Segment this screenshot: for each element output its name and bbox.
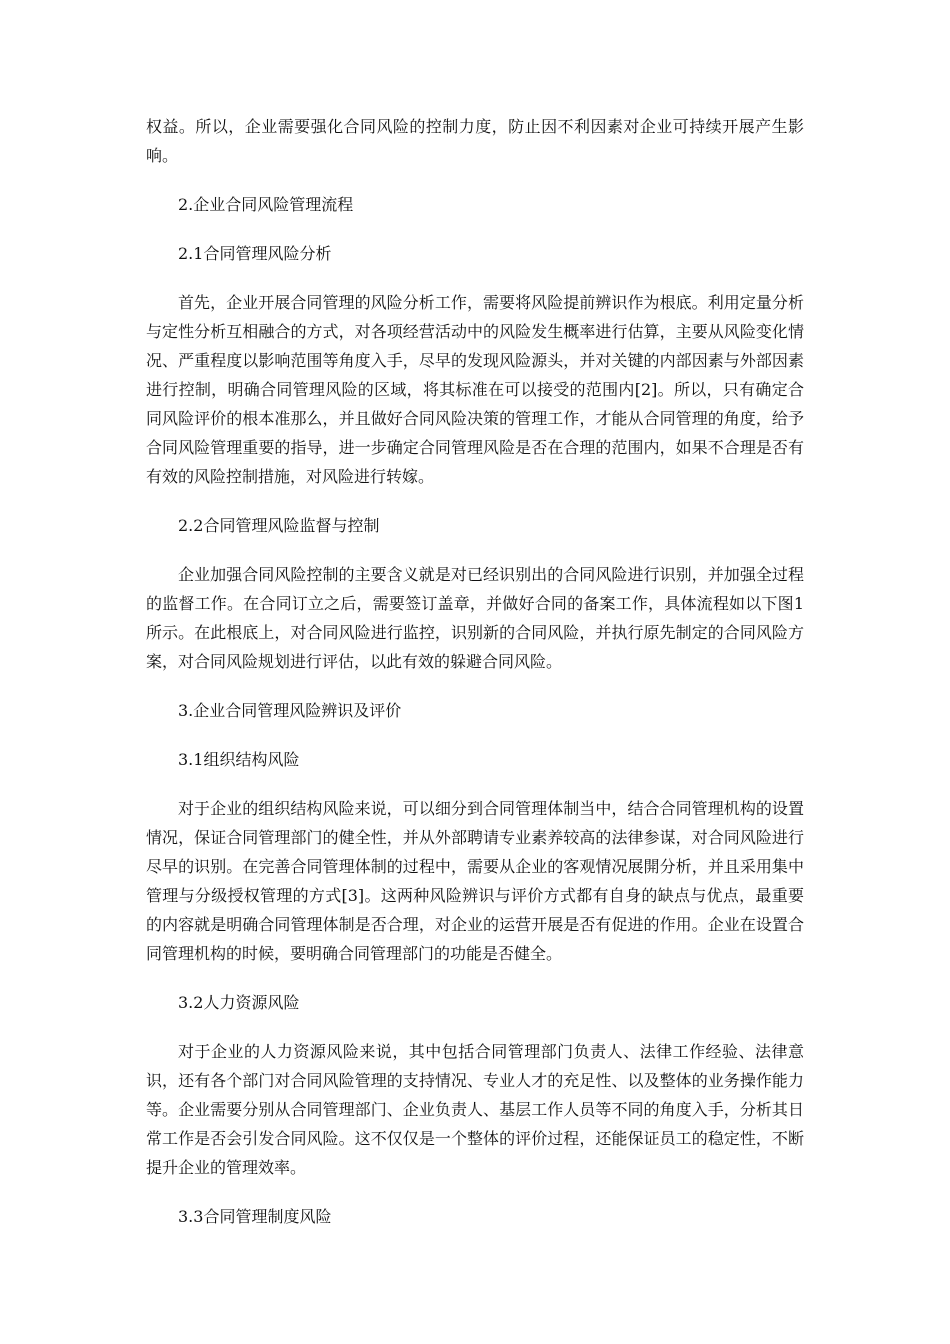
subsection-heading-3-2: 3.2人力资源风险 bbox=[178, 993, 300, 1012]
paragraph-2-2: 企业加强合同风险控制的主要含义就是对已经识别出的合同风险进行识别，并加强全过程的监督工作。在合同订立之后，需要签订盖章，并做好合同的备案工作，具体流程如以下图1所示。在此根底上，对合同风险进行监控，识别新的合同风险，并执行原先制定的合同风险方案，对合同风险规划进行评估，以此有效的躲避合同风险。 bbox=[146, 565, 804, 671]
subsection-heading-3-1: 3.1组织结构风险 bbox=[178, 750, 300, 769]
paragraph-intro-continuation: 权益。所以，企业需要强化合同风险的控制力度，防止因不利因素对企业可持续开展产生影响。 bbox=[146, 117, 804, 165]
section-heading-2: 2.企业合同风险管理流程 bbox=[178, 195, 354, 214]
subsection-heading-3-3: 3.3合同管理制度风险 bbox=[178, 1207, 332, 1226]
section-heading-3: 3.企业合同管理风险辨识及评价 bbox=[178, 701, 402, 720]
subsection-heading-2-2: 2.2合同管理风险监督与控制 bbox=[178, 516, 380, 535]
paragraph-2-1: 首先，企业开展合同管理的风险分析工作，需要将风险提前辨识作为根底。利用定量分析与定性分析互相融合的方式，对各项经营活动中的风险发生概率进行估算，主要从风险变化情况、严重程度以影响范围等角度入手，尽早的发现风险源头，并对关键的内部因素与外部因素进行控制，明确合同管理风险的区域，将其标准在可以接受的范围内[2]。所以，只有确定合同风险评价的根本准那么，并且做好合同风险决策的管理工作，才能从合同管理的角度，给予合同风险管理重要的指导，进一步确定合同管理风险是否在合理的范围内，如果不合理是否有有效的风险控制措施，对风险进行转嫁。 bbox=[146, 293, 804, 486]
document-page bbox=[146, 112, 804, 1251]
paragraph-3-1: 对于企业的组织结构风险来说，可以细分到合同管理体制当中，结合合同管理机构的设置情况，保证合同管理部门的健全性，并从外部聘请专业素养较高的法律参谋，对合同风险进行尽早的识别。在完善合同管理体制的过程中，需要从企业的客观情况展開分析，并且采用集中管理与分级授权管理的方式[3]。这两种风险辨识与评价方式都有自身的缺点与优点，最重要的内容就是明确合同管理体制是否合理，对企业的运营开展是否有促进的作用。企业在设置合同管理机构的时候，要明确合同管理部门的功能是否健全。 bbox=[146, 799, 804, 963]
subsection-heading-2-1: 2.1合同管理风险分析 bbox=[178, 244, 332, 263]
paragraph-3-2: 对于企业的人力资源风险来说，其中包括合同管理部门负责人、法律工作经验、法律意识，还有各个部门对合同风险管理的支持情况、专业人才的充足性、以及整体的业务操作能力等。企业需要分别从合同管理部门、企业负责人、基层工作人员等不同的角度入手，分析其日常工作是否会引发合同风险。这不仅仅是一个整体的评价过程，还能保证员工的稳定性，不断提升企业的管理效率。 bbox=[146, 1042, 804, 1177]
